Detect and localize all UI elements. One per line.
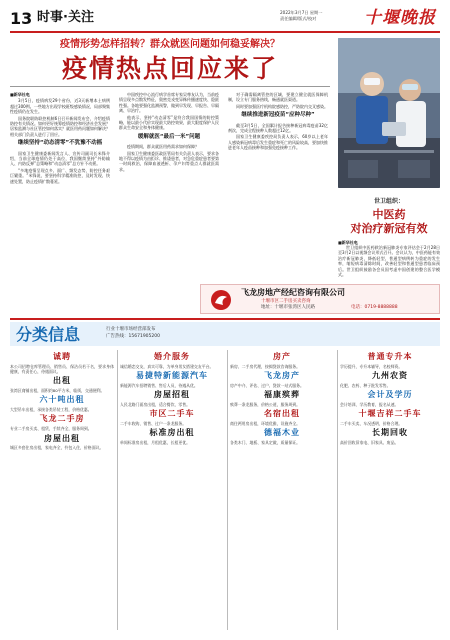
ad-body: 高价回收旧家电、旧家具、废品。 <box>340 440 399 446</box>
classified-hotline: 广告热线：15671905200 <box>106 334 160 340</box>
page-header <box>10 8 440 30</box>
classified-title: 分类信息 <box>16 325 81 344</box>
ad-body: 二手车买卖，车况透明，价格合理。 <box>340 420 403 426</box>
ad-body: 张湾区商铺出租，面积约80平方米，临街，交通便利。 <box>10 388 105 394</box>
paragraph: 3月5日，疫情病发29个省份，近3天新增本土病例超过300例。一些地方出现学校班级感染情况，局部聚集性疫情仍在发生。 <box>10 98 110 115</box>
classified-subtitle <box>106 326 160 340</box>
ad-body: 殡葬一条龙服务，价格公道，服务周到。 <box>230 401 301 407</box>
ad-heading: 九州农资 <box>372 371 408 381</box>
article-kicker: 疫情形势怎样招转？群众就医问题如何稳妥解决？ <box>60 39 280 50</box>
ad-heading: 十堰吉祥二手车 <box>358 409 422 419</box>
ad-heading: 市区二手车 <box>149 409 195 419</box>
ad-heading: 易捷特新能源汽车 <box>136 371 208 381</box>
paragraph: 中国疾控中心流行病学首席专家吴尊友认为，当前疫情呈现多点散发特征，奥密克戎变异株传播速度快、隐匿性强。各地要强化监测预警，做到早发现、早报告、早隔离、早治疗。 <box>119 92 219 114</box>
ad-heading: 长期回收 <box>372 428 408 438</box>
ad-body: 商住两用房出租，环境优雅，设施齐全。 <box>230 420 301 426</box>
classified-column-4 <box>340 350 440 632</box>
paragraph: 截至3月5日，全国累计报告接种新冠病毒疫苗32亿剂次，完成全程接种人数超过12亿。 <box>228 122 328 133</box>
classified-section <box>10 318 440 632</box>
ad-body: 化肥、农药、种子批发零售。 <box>340 382 391 388</box>
sidebar-headline-line2: 对治疗新冠有效 <box>350 221 428 235</box>
ad-title: 飞龙房地产经纪咨询有限公司 <box>241 288 345 297</box>
sidebar-kicker: 世卫组织： <box>373 198 404 205</box>
paragraph: 国家卫生健康委疾控局负责人表示，60岁以上老年人感染新冠病毒后发生重症和死亡的风险较高，要加快推进老年人疫苗接种和加强免疫接种工作。 <box>228 134 328 151</box>
classified-column-3 <box>230 350 334 632</box>
paragraph: “多地疫情呈现点多、面广、频发态势，防控任务艰巨繁重。”米锋说，要坚持科学精准防控，及时发现、快速处置，防止疫情扩散蔓延。 <box>10 167 110 184</box>
ad-body: 二手车收购、销售、过户一条龙服务。 <box>120 420 187 426</box>
paragraph: 国家卫生健康委新闻发言人、宣传司副司长米锋介绍，当前全球疫情仍处于高位，我国继续坚持“外防输入、内防反弹”总策略和“动态清零”总方针不动摇。 <box>10 150 110 167</box>
ad-body: 本公司招聘仓库管理员、销售员、保洁员若干名，要求身体健康，有责任心，待遇面议。 <box>10 363 114 375</box>
classified-publisher: 行业十堰市场经营部发布 <box>106 327 156 332</box>
ad-heading: 房屋出租 <box>44 433 80 443</box>
ad-body: 新房、二手房代理，按揭贷款咨询服务。 <box>230 363 301 369</box>
ad-heading: 房产 <box>273 352 291 361</box>
ad-heading: 飞龙房产 <box>264 371 300 381</box>
ad-body: 人民北路门面房出租，适合餐饮、零售。 <box>120 401 191 407</box>
ad-heading: 德福木业 <box>264 428 300 438</box>
news-photo-image <box>338 38 440 188</box>
editor-line: 责任编辑/版式/校对 <box>280 16 317 22</box>
header-rule <box>10 31 440 33</box>
ad-body: 诚信婚恋交友，真实可靠，为单身男女搭建交友平台。 <box>120 363 214 369</box>
paragraph: 对于确需隔离管控的区域，要建立健全就医保障机制，设立专门服务热线，畅通就医渠道。 <box>228 92 328 103</box>
subheading: 继续坚持“动态清零”不犹豫不动摇 <box>17 140 103 147</box>
ad-heading: 普通专升本 <box>367 352 413 361</box>
ad-body: 新能源汽车招聘销售、售后人员，待遇从优。 <box>120 382 198 388</box>
sidebar-byline: ■新华社电 <box>338 239 358 245</box>
paragraph: 他表示，坚持“动态清零”是符合我国国情的防控策略，能以最小代价实现最大防控效果，最大限度保护人民群众生命安全和身体健康。 <box>119 114 219 131</box>
ad-body: 大型吊车出租，承接各类吊装工程，价格优惠。 <box>10 407 92 413</box>
news-photo <box>338 38 440 188</box>
ad-body: 专业二手房买卖、租赁，手续齐全，服务周到。 <box>10 426 92 432</box>
byline: ■新华社电 <box>10 92 30 97</box>
column-divider <box>227 350 228 630</box>
newspaper-logo: 十堰晚报 <box>364 8 436 28</box>
ad-body: 房产中介、评估、过户、贷款一站式服务。 <box>230 382 304 388</box>
ad-heading: 名宿出租 <box>264 409 300 419</box>
dragon-logo-icon <box>209 289 233 311</box>
sidebar-headline <box>338 208 440 236</box>
sidebar-headline-line1: 中医药 <box>372 208 406 222</box>
date-line: 2022年3月7日 星期一 <box>280 10 323 15</box>
paragraph: 同时要加强医疗机构院感防控，严防院内交叉感染。 <box>236 103 328 109</box>
real-estate-ad <box>200 284 440 314</box>
ad-heading: 六十吨出租 <box>39 395 85 405</box>
paragraph: 国家卫生健康委医政医管局有关负责人表示，要求各地不得以疫情为由拒诊、推诿患者，对急危重症患者要第一时间救治，保障血液透析、孕产妇等重点人群就医需求。 <box>119 150 219 172</box>
section-title: 时事·关注 <box>37 10 94 25</box>
column-divider <box>117 350 118 630</box>
ad-heading: 标准房出租 <box>149 428 195 438</box>
sidebar-paragraph: 世卫组织中医药救治新冠肺炎专家评估会于2月28日至3月2日以视频会议形式召开。会议认为，中医药能有效治疗新冠肺炎，降低轻型、普通型病例转为重症的发生率，缩短病毒清除时间，改善轻型和普通型患者临床预后。世卫组织鼓励各会员国考虑中国创建的整合医学模式。 <box>338 244 440 277</box>
headline-rule <box>10 86 330 87</box>
ad-address: 地址：十堰市张湾区人民路 <box>261 305 315 310</box>
classified-column-1 <box>10 350 114 632</box>
ad-body: 会计培训、学历教育，报名从速。 <box>340 401 399 407</box>
ad-heading: 婚介服务 <box>154 352 190 361</box>
article-column-1 <box>10 92 110 310</box>
article-column-3 <box>228 92 328 280</box>
ad-body: 城区多套住房出租，家电齐全，拎包入住，价格面议。 <box>10 445 104 451</box>
ad-service: 十堰市区二手房买卖咨询 <box>261 299 311 304</box>
column-divider <box>337 350 338 630</box>
ad-heading: 福康殡葬 <box>264 390 300 400</box>
ad-heading: 飞龙二手房 <box>39 414 85 424</box>
ad-heading: 会计及学历 <box>367 390 413 400</box>
article-column-2 <box>119 92 219 310</box>
classified-banner <box>10 322 440 346</box>
subheading: 继续推进新冠疫苗“应种尽种” <box>241 112 315 119</box>
ad-body: 各类木门、地板、家具定做，质量保证。 <box>230 440 301 446</box>
ad-body: 学历提升，专升本辅导，名校师资。 <box>340 363 403 369</box>
classified-column-2 <box>120 350 224 632</box>
subheading: 缓解就医“最后一米”问题 <box>137 133 201 140</box>
article-headline: 疫情热点回应来了 <box>61 54 278 83</box>
ad-phone: 电话：0719-8888888 <box>351 305 398 310</box>
paragraph: 疫情期间，群众就医用药需求如何保障？ <box>127 144 199 150</box>
ad-body: 单间标准房出租，月租优惠，长租更优。 <box>120 440 191 446</box>
ad-heading: 出租 <box>53 376 71 386</box>
ad-heading: 房屋招租 <box>154 390 190 400</box>
page-number: 13 <box>10 9 33 28</box>
paragraph: 国务院联防联控机制6日召开新闻发布会，介绍疫情防控有关情况。如何更好统筹疫情防控和经济社会发展？居家监测与社区管控如何落实？就医用药问题如何解决？相关部门负责人进行了回应。 <box>10 115 110 137</box>
ad-heading: 诚聘 <box>53 352 71 361</box>
date-block <box>280 10 370 22</box>
